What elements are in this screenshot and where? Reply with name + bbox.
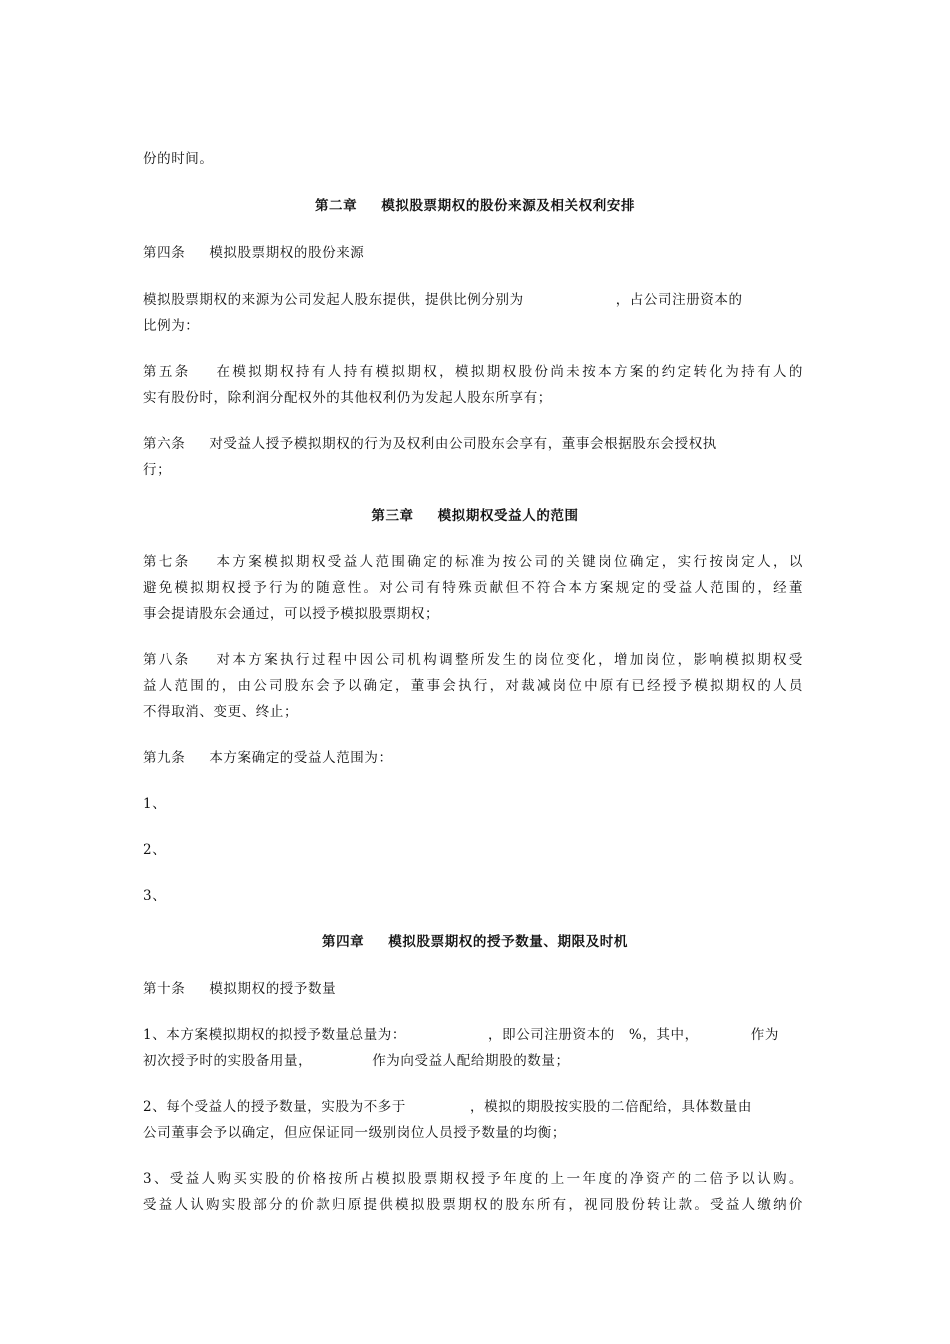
article-4-body-part-a: 模拟股票期权的来源为公司发起人股东提供，提供比例分别为	[143, 292, 524, 308]
chapter-2-title: 模拟股票期权的股份来源及相关权利安排	[381, 198, 636, 214]
clause-1-line-2-part-b: 作为向受益人配给期股的数量；	[372, 1053, 570, 1069]
list-item	[143, 887, 803, 905]
article-7-line-1	[143, 553, 803, 571]
clause-2-part-b: ，模拟的期股按实股的二倍配给，具体数量由	[470, 1099, 752, 1115]
article-10-title: 模拟期权的授予数量	[209, 981, 337, 997]
article-4-number: 第四条	[143, 245, 186, 261]
list-item-label: 1、	[143, 796, 167, 812]
article-6-number: 第六条	[143, 436, 186, 452]
list-item	[143, 795, 803, 813]
clause-3-line-1-text: 3、受益人购买实股的价格按所占模拟股票期权授予年度的上一年度的净资产的二倍予以认购。	[143, 1171, 803, 1187]
article-6-line-2	[143, 461, 803, 479]
chapter-3-title: 模拟期权受益人的范围	[437, 508, 579, 524]
article-8-line-2	[143, 677, 803, 695]
list-item	[143, 841, 803, 859]
article-8-line-3	[143, 703, 803, 721]
clause-2-line-2-text: 公司董事会予以确定，但应保证同一级别岗位人员授予数量的均衡；	[143, 1125, 566, 1141]
article-8-line-1	[143, 651, 803, 669]
article-9-title: 本方案确定的受益人范围为：	[209, 750, 393, 766]
article-6-text-1: 对受益人授予模拟期权的行为及权利由公司股东会享有，董事会根据股东会授权执	[209, 436, 717, 452]
article-7-line-2	[143, 579, 803, 597]
article-4-body-line-2-text: 比例为：	[143, 318, 200, 334]
intro-text: 份的时间。	[143, 151, 214, 167]
article-4-heading	[143, 244, 803, 262]
chapter-2-heading	[0, 197, 950, 215]
article-7-text-2: 避免模拟期权授予行为的随意性。对公司有特殊贡献但不符合本方案规定的受益人范围的，经董	[143, 580, 803, 596]
article-10-number: 第十条	[143, 981, 186, 997]
clause-2-part-a: 2、每个受益人的授予数量，实股为不多于	[143, 1099, 406, 1115]
article-9-number: 第九条	[143, 750, 186, 766]
article-4-body-line-1	[143, 291, 803, 309]
article-8-text-3: 不得取消、变更、终止；	[143, 704, 299, 720]
article-7-text-3: 事会提请股东会通过，可以授予模拟股票期权；	[143, 606, 440, 622]
article-4-title: 模拟股票期权的股份来源	[209, 245, 365, 261]
chapter-2-number: 第二章	[314, 198, 358, 214]
chapter-4-number: 第四章	[321, 934, 365, 950]
chapter-3-heading	[0, 507, 950, 525]
article-5-line-2	[143, 389, 803, 407]
article-10-heading	[143, 980, 803, 998]
clause-1-part-b: ，即公司注册资本的	[488, 1027, 615, 1043]
clause-1-line-2-part-a: 初次授予时的实股备用量，	[143, 1053, 313, 1069]
article-4-body-line-2	[143, 317, 803, 335]
article-8-text-2: 益人范围的，由公司股东会予以确定，董事会执行，对裁减岗位中原有已经授予模拟期权的人员	[143, 678, 803, 694]
clause-3-line-2-text: 受益人认购实股部分的价款归原提供模拟股票期权的股东所有，视同股份转让款。受益人缴纳价	[143, 1197, 803, 1213]
article-5-text-2: 实有股份时，除利润分配权外的其他权利仍为发起人股东所享有；	[143, 390, 552, 406]
article-7-text-1: 本方案模拟期权受益人范围确定的标准为按公司的关键岗位确定，实行按岗定人，以	[214, 554, 803, 570]
article-5-text-1: 在模拟期权持有人持有模拟期权，模拟期权股份尚未按本方案的约定转化为持有人的	[214, 364, 803, 380]
clause-3-line-2	[143, 1196, 803, 1214]
article-8-number: 第八条	[143, 652, 191, 668]
article-5-line-1	[143, 363, 803, 381]
article-6-text-2: 行；	[143, 462, 172, 478]
article-5-number: 第五条	[143, 364, 191, 380]
clause-1-line-2	[143, 1052, 803, 1070]
clause-3-line-1	[143, 1170, 803, 1188]
list-item-label: 2、	[143, 842, 167, 858]
clause-2-line-2	[143, 1124, 803, 1142]
clause-1-line-1	[143, 1026, 803, 1044]
intro-line	[143, 150, 803, 168]
list-item-label: 3、	[143, 888, 167, 904]
article-8-text-1: 对本方案执行过程中因公司机构调整所发生的岗位变化，增加岗位，影响模拟期权受	[214, 652, 803, 668]
clause-1-part-a: 1、本方案模拟期权的拟授予数量总量为：	[143, 1027, 406, 1043]
article-4-body-part-b: ，占公司注册资本的	[615, 292, 743, 308]
chapter-3-number: 第三章	[371, 508, 414, 524]
clause-1-part-d: 作为	[750, 1027, 779, 1043]
article-6-line-1	[143, 435, 803, 453]
article-7-number: 第七条	[143, 554, 191, 570]
article-7-line-3	[143, 605, 803, 623]
article-9-heading	[143, 749, 803, 767]
clause-1-part-c: %，其中，	[628, 1027, 699, 1043]
clause-2-line-1	[143, 1098, 803, 1116]
chapter-4-title: 模拟股票期权的授予数量、期限及时机	[388, 934, 628, 950]
chapter-4-heading	[0, 933, 950, 951]
